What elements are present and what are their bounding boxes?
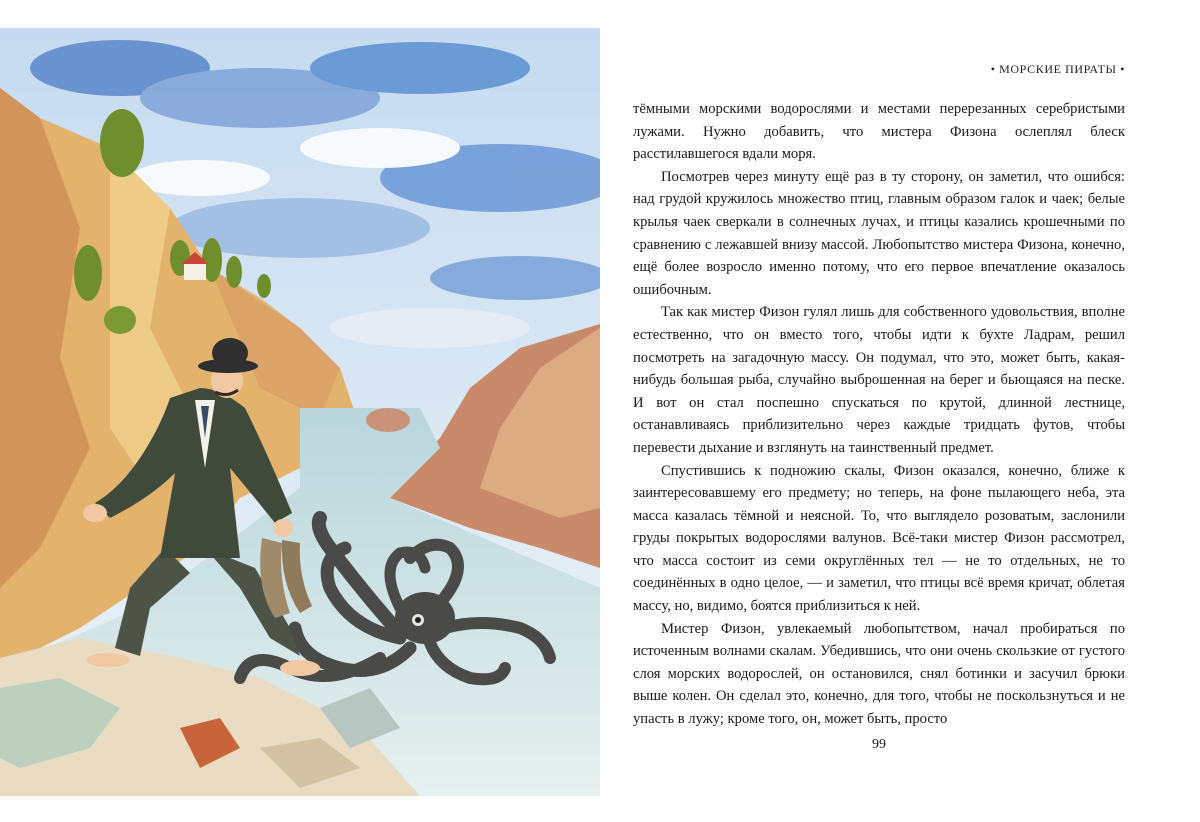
- illustration-svg: [0, 28, 600, 796]
- paragraph: тёмными морскими водорослями и местами перерезанных серебристыми лужами. Нужно добавить, что мистера Физона ослеплял блеск расстилавшегося вдали моря.: [633, 101, 1125, 163]
- paragraph: Мистер Физон, увлекаемый любопытством, начал пробираться по источенным волнами скалам. Убедившись, что они очень скользкие от густого слоя морских водорослей, он остановился, снял ботинки и засучил брюки выше колен. Он сделал это, конечно, для того, чтобы не поскользнуться и не упасть в лужу; кроме того, он, может быть, просто: [633, 620, 1125, 728]
- body-text: [633, 98, 1125, 731]
- illustration: [0, 28, 600, 796]
- paragraph: Посмотрев через минуту ещё раз в ту сторону, он заметил, что ошибся: над грудой кружилось множество птиц, главным образом галок и чаек; белые крылья чаек сверкали в солнечных лучах, и птицы казались крошечными по сравнению с лежавшей внизу массой. Любопытство мистера Физона, конечно, ещё более возросло именно потому, что его первое впечатление оказалось ошибочным.: [633, 168, 1125, 298]
- paragraph: Спустившись к подножию скалы, Физон оказался, конечно, ближе к заинтересовавшему его предмету; но теперь, на фоне пылающего неба, эта масса казалась тёмной и неясной. То, что выглядело розоватым, заслонили груды покрытых водорослями валунов. Всё-таки мистер Физон рассмотрел, что масса состоит из семи округлённых тел — не то отдельных, не то соединённых в одно целое, — и заметил, что птицы всё время кричат, облетая массу, но, видимо, боятся приблизиться к ней.: [633, 462, 1125, 615]
- text-page: [633, 0, 1125, 822]
- page-number: 99: [872, 737, 886, 752]
- paragraph: Так как мистер Физон гулял лишь для собственного удовольствия, вполне естественно, что он вместо того, чтобы идти к бухте Ладрам, решил посмотреть на загадочную массу. Он подумал, что это, может быть, какая-нибудь большая рыба, случайно выброшенная на берег и бьющаяся на песке. И вот он стал поспешно спускаться по крутой, длинной лестнице, останавливаясь приблизительно через каждые тридцать футов, чтобы перевести дыхание и взглянуть на таинственный предмет.: [633, 304, 1125, 456]
- running-head: • МОРСКИЕ ПИРАТЫ •: [990, 62, 1125, 76]
